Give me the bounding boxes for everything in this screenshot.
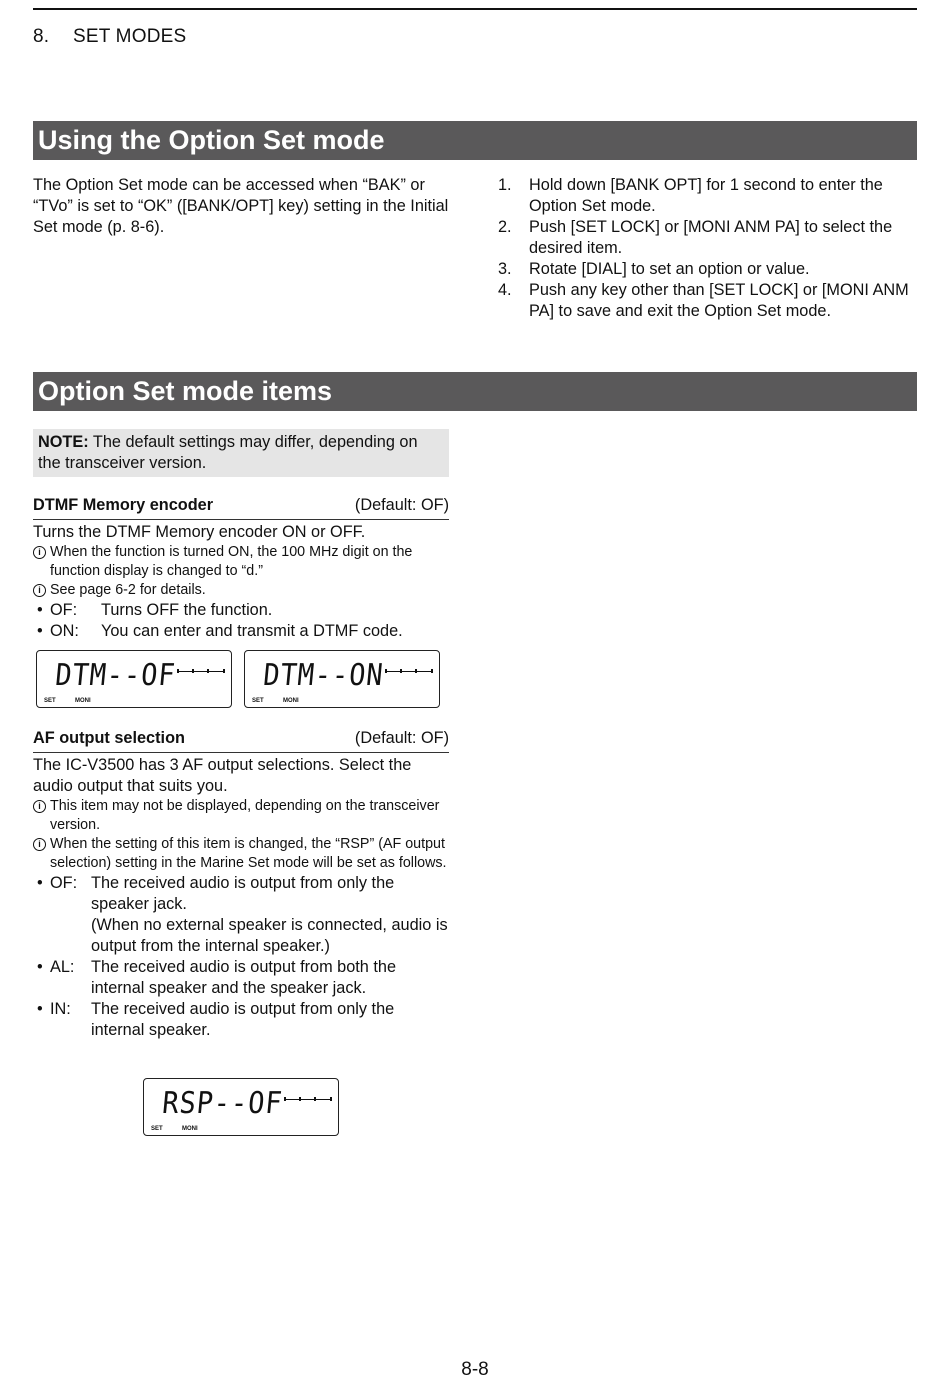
step-item — [498, 175, 918, 217]
option-text: The received audio is output from only the internal speaker. — [91, 1000, 395, 1039]
lcd-moni-label: MONI — [182, 1126, 198, 1132]
option-item — [33, 957, 449, 999]
af-title: AF output selection — [33, 729, 185, 747]
header-rule — [33, 8, 917, 10]
lcd-text: RSP--OF — [160, 1086, 285, 1121]
lcd-set-label: SET — [151, 1126, 163, 1132]
step-text: Rotate [DIAL] to set an option or value. — [529, 260, 810, 278]
chapter-title: SET MODES — [73, 26, 187, 47]
af-description: The IC-V3500 has 3 AF output selections. Select the audio output that suits you. — [33, 756, 412, 795]
step-number: 1. — [498, 176, 512, 194]
info-note — [33, 581, 449, 600]
step-text: Push any key other than [SET LOCK] or [MONI ANM PA] to save and exit the Option Set mode. — [529, 281, 909, 320]
lcd-display-dtm-on — [244, 650, 440, 708]
info-icon: i — [33, 800, 46, 813]
option-item — [33, 873, 449, 957]
af-body — [33, 755, 449, 1041]
info-text: This item may not be displayed, depending on the transceiver version. — [50, 798, 440, 833]
option-text: Turns OFF the function. — [101, 601, 273, 619]
lcd-display-dtm-off — [36, 650, 232, 708]
chapter-header — [33, 26, 186, 48]
option-text: The received audio is output from only the speaker jack. — [91, 874, 395, 913]
lcd-signal-scale — [284, 1099, 332, 1100]
dtmf-default: (Default: OF) — [354, 496, 449, 514]
step-number: 2. — [498, 218, 512, 236]
info-icon: i — [33, 546, 46, 559]
option-item — [33, 999, 449, 1041]
dtmf-item-heading — [33, 496, 449, 520]
step-number: 4. — [498, 281, 512, 299]
step-item — [498, 217, 918, 259]
step-text: Hold down [BANK OPT] for 1 second to enter the Option Set mode. — [529, 176, 883, 215]
af-default: (Default: OF) — [354, 729, 449, 747]
option-key: OF: — [50, 601, 78, 619]
step-item — [498, 259, 918, 280]
lcd-set-label: SET — [44, 698, 56, 704]
step-text: Push [SET LOCK] or [MONI ANM PA] to select the desired item. — [529, 218, 893, 257]
section-heading-option-set-items: Option Set mode items — [33, 372, 917, 411]
bullet: • — [37, 1000, 43, 1018]
option-extra-text: (When no external speaker is connected, audio is output from the internal speaker.) — [91, 916, 448, 955]
dtmf-title: DTMF Memory encoder — [33, 496, 214, 514]
option-key: IN: — [50, 1000, 71, 1018]
option-text: The received audio is output from both the internal speaker and the speaker jack. — [91, 958, 397, 997]
lcd-text: DTM--ON — [261, 658, 386, 693]
chapter-number: 8. — [33, 26, 50, 47]
section-heading-using-option-set: Using the Option Set mode — [33, 121, 917, 160]
bullet: • — [37, 622, 43, 640]
lcd-signal-scale — [385, 671, 433, 672]
page-number: 8-8 — [461, 1359, 489, 1380]
af-item-heading — [33, 729, 449, 753]
info-text: See page 6-2 for details. — [50, 582, 206, 598]
lcd-display-rsp-off — [143, 1078, 339, 1136]
lcd-signal-scale — [177, 671, 225, 672]
info-text: When the function is turned ON, the 100 MHz digit on the function display is changed to “d.” — [50, 544, 413, 579]
lcd-moni-label: MONI — [75, 698, 91, 704]
option-key: ON: — [50, 622, 79, 640]
lcd-moni-label: MONI — [283, 698, 299, 704]
lcd-set-label: SET — [252, 698, 264, 704]
intro-paragraph: The Option Set mode can be accessed when “BAK” or “TVo” is set to “OK” ([BANK/OPT] key) setting in the Initial Set mode (p. 8-6). — [33, 176, 449, 236]
option-text: You can enter and transmit a DTMF code. — [101, 622, 403, 640]
info-note — [33, 543, 449, 581]
bullet: • — [37, 874, 43, 892]
info-note — [33, 835, 449, 873]
info-note — [33, 797, 449, 835]
bullet: • — [37, 601, 43, 619]
option-item — [33, 600, 449, 621]
option-item — [33, 621, 449, 642]
option-key: AL: — [50, 958, 75, 976]
dtmf-body — [33, 522, 449, 642]
note-box — [33, 429, 449, 477]
option-key: OF: — [50, 874, 78, 892]
lcd-text: DTM--OF — [53, 658, 178, 693]
step-number: 3. — [498, 260, 512, 278]
note-label: NOTE: — [38, 433, 89, 451]
steps-list — [498, 175, 918, 322]
info-icon: i — [33, 584, 46, 597]
note-text: The default settings may differ, depending on the transceiver version. — [38, 433, 418, 472]
dtmf-description: Turns the DTMF Memory encoder ON or OFF. — [33, 523, 366, 541]
info-icon: i — [33, 838, 46, 851]
info-text: When the setting of this item is changed, the “RSP” (AF output selection) setting in the Marine Set mode will be set as follows. — [50, 836, 447, 871]
step-item — [498, 280, 918, 322]
bullet: • — [37, 958, 43, 976]
